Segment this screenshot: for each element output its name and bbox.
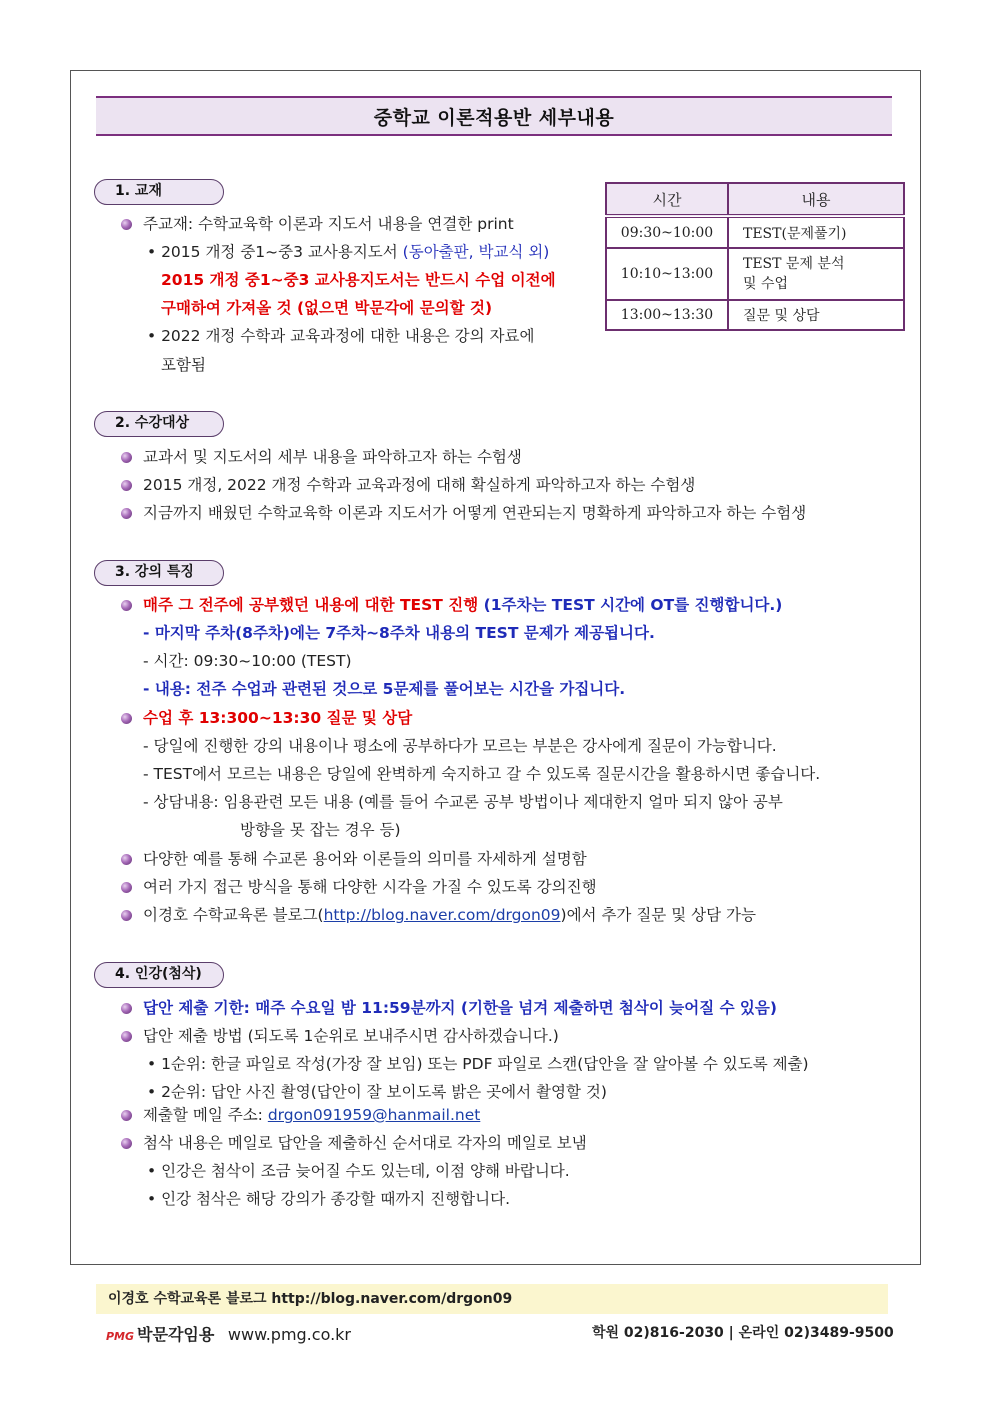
notice-text: 2015 개정 중1~중3 교사용지도서는 반드시 수업 이전에	[161, 271, 556, 289]
bullet-icon	[121, 882, 132, 893]
schedule-row	[606, 248, 904, 300]
detail-line: - 당일에 진행한 강의 내용이나 평소에 공부하다가 모르는 부분은 강사에게 질문이 가능합니다.	[143, 737, 777, 755]
list-item: 수업 후 13:300~13:30 질문 및 상담	[143, 709, 413, 727]
list-item: 교과서 및 지도서의 세부 내용을 파악하고자 하는 수험생	[143, 448, 522, 466]
bullet-icon	[121, 713, 132, 724]
list-item: 답안 제출 기한: 매주 수요일 밤 11:59분까지 (기한을 넘겨 제출하면 첨삭이 늦어질 수 있음)	[143, 999, 777, 1017]
detail-line: - TEST에서 모르는 내용은 당일에 완벽하게 숙지하고 갈 수 있도록 질문시간을 활용하시면 좋습니다.	[143, 765, 821, 783]
bullet-icon	[121, 219, 132, 230]
bullet-icon	[121, 854, 132, 865]
sub-item	[147, 242, 549, 262]
page-title: 중학교 이론적용반 세부내용	[373, 106, 615, 129]
schedule-header-content: 내용	[728, 183, 904, 216]
bullet-icon	[121, 600, 132, 611]
bullet-icon	[121, 480, 132, 491]
schedule-content	[728, 248, 904, 300]
list-item: 다양한 예를 통해 수교론 용어와 이론들의 의미를 자세하게 설명함	[143, 850, 587, 868]
detail-line: - 상담내용: 임용관련 모든 내용 (예를 들어 수교론 공부 방법이나 제대한지 얼마 되지 않아 공부	[143, 793, 783, 811]
schedule-content-line: 및 수업	[743, 276, 789, 292]
highlight-red: 매주 그 전주에 공부했던 내용에 대한 TEST 진행	[143, 596, 479, 614]
list-item: 지금까지 배웠던 수학교육학 이론과 지도서가 어떻게 연관되는지 명확하게 파악하고자 하는 수험생	[143, 504, 807, 522]
list-item: 답안 제출 방법 (되도록 1순위로 보내주시면 감사하겠습니다.)	[143, 1027, 559, 1045]
notice-text: 구매하여 가져올 것 (없으면 박문각에 문의할 것)	[161, 299, 493, 317]
sub-item: • 2022 개정 수학과 교육과정에 대한 내용은 강의 자료에	[147, 327, 535, 345]
list-item	[143, 595, 782, 615]
footer-blog-bar: 이경호 수학교육론 블로그 http://blog.naver.com/drgon09	[96, 1284, 888, 1314]
schedule-row	[606, 216, 904, 248]
sub-item-text: • 2015 개정 중1~중3 교사용지도서	[147, 243, 403, 261]
website[interactable]: www.pmg.co.kr	[227, 1325, 351, 1344]
schedule-header-row	[606, 183, 904, 216]
publisher-note: (동아출판, 박교식 외)	[402, 243, 550, 261]
footer-contact: 학원 02)816-2030 | 온라인 02)3489-9500	[592, 1325, 894, 1341]
schedule-row	[606, 300, 904, 330]
bullet-icon	[121, 1031, 132, 1042]
list-item: 여러 가지 접근 방식을 통해 다양한 시각을 가질 수 있도록 강의진행	[143, 878, 597, 896]
blog-link[interactable]: http://blog.naver.com/drgon09	[323, 906, 561, 924]
section-heading-features: 3. 강의 특징	[94, 560, 224, 586]
email-link[interactable]: drgon091959@hanmail.net	[267, 1106, 481, 1124]
highlight-blue: (1주차는 TEST 시간에 OT를 진행합니다.)	[478, 596, 783, 614]
schedule-table	[605, 182, 905, 331]
sub-item: • 인강은 첨삭이 조금 늦어질 수도 있는데, 이점 양해 바랍니다.	[147, 1162, 570, 1180]
list-item-text: 제출할 메일 주소:	[143, 1106, 268, 1124]
bullet-icon	[121, 1138, 132, 1149]
schedule-time: 10:10~13:00	[606, 248, 728, 300]
bullet-icon	[121, 1110, 132, 1121]
schedule-content: 질문 및 상담	[728, 300, 904, 330]
bullet-icon	[121, 910, 132, 921]
list-item: 첨삭 내용은 메일로 답안을 제출하신 순서대로 각자의 메일로 보냄	[143, 1134, 587, 1152]
bullet-icon	[121, 452, 132, 463]
schedule-time: 09:30~10:00	[606, 216, 728, 248]
list-item-text: 이경호 수학교육론 블로그(	[143, 906, 324, 924]
list-item	[143, 905, 756, 925]
list-item: 주교재: 수학교육학 이론과 지도서 내용을 연결한 print	[143, 215, 514, 233]
list-item: 2015 개정, 2022 개정 수학과 교육과정에 대해 확실하게 파악하고자 하는 수험생	[143, 476, 696, 494]
list-item	[143, 1105, 480, 1125]
brand-name: 박문각임용	[137, 1325, 215, 1344]
bullet-icon	[121, 508, 132, 519]
detail-line: - 마지막 주차(8주차)에는 7주차~8주차 내용의 TEST 문제가 제공됩니다.	[143, 624, 655, 642]
schedule-content-line: TEST 문제 분석	[743, 256, 845, 272]
sub-item: • 2순위: 답안 사진 촬영(답안이 잘 보이도록 밝은 곳에서 촬영할 것)	[147, 1083, 607, 1101]
sub-item: • 인강 첨삭은 해당 강의가 종강할 때까지 진행합니다.	[147, 1190, 510, 1208]
detail-line: - 내용: 전주 수업과 관련된 것으로 5문제를 풀어보는 시간을 가집니다.	[143, 680, 626, 698]
section-heading-target: 2. 수강대상	[94, 411, 224, 437]
section-heading-online: 4. 인강(첨삭)	[94, 962, 224, 988]
page-title-bar	[96, 96, 892, 136]
schedule-time: 13:00~13:30	[606, 300, 728, 330]
detail-line: - 시간: 09:30~10:00 (TEST)	[143, 652, 352, 670]
detail-line-cont: 방향을 못 잡는 경우 등)	[240, 821, 401, 839]
list-item-text: )에서 추가 질문 및 상담 가능	[560, 906, 756, 924]
pmg-logo: PMG	[106, 1330, 135, 1343]
schedule-content: TEST(문제풀기)	[728, 216, 904, 248]
bullet-icon	[121, 1003, 132, 1014]
section-heading-textbook: 1. 교재	[94, 179, 224, 205]
sub-item: • 1순위: 한글 파일로 작성(가장 잘 보임) 또는 PDF 파일로 스캔(답안을 잘 알아볼 수 있도록 제출)	[147, 1055, 809, 1073]
sub-item-cont: 포함됨	[161, 356, 206, 374]
footer-brand	[106, 1322, 351, 1345]
schedule-header-time: 시간	[606, 183, 728, 216]
